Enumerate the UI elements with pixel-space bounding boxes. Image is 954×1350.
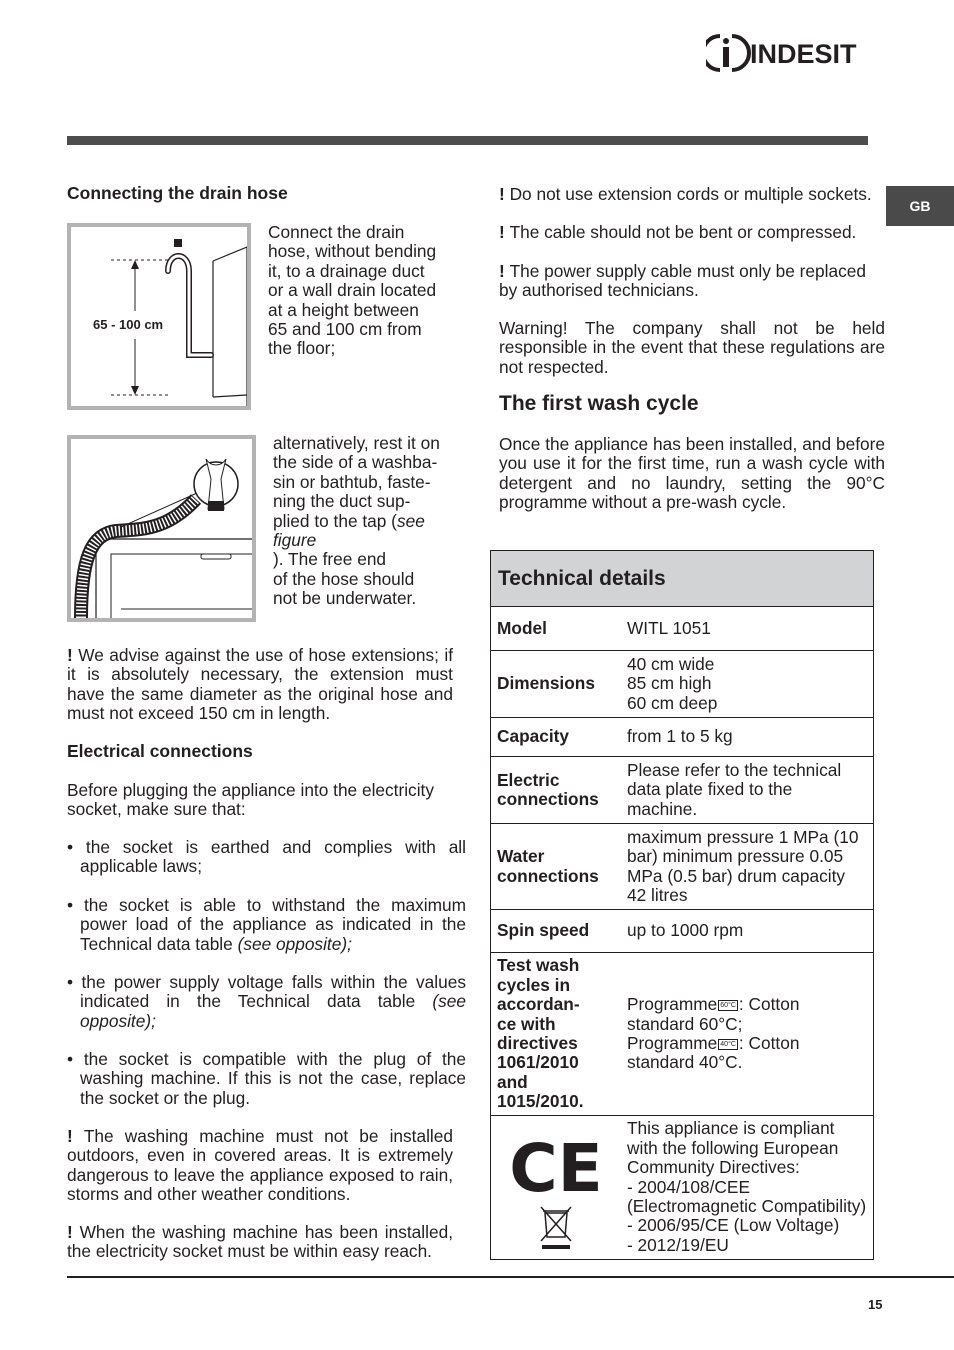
program-60-icon: 60°C xyxy=(720,1002,736,1010)
row-water xyxy=(491,824,873,910)
model-key: Model xyxy=(491,607,621,651)
ce-mark-text: CE xyxy=(509,1130,603,1208)
electric-key: Electric connections xyxy=(491,757,621,824)
electrical-heading: Electrical connections xyxy=(67,741,253,761)
washbasin-figure xyxy=(67,435,256,622)
socket-reach-warning: ! When the washing machine has been installed, the electricity socket must be within easy reach. xyxy=(67,1222,453,1262)
first-wash-text: Once the appliance has been installed, and before you use it for the first time, run a wash cycle with detergent and no laundry, setting the 90°C programme without a pre-wash cycle. xyxy=(499,434,885,513)
outdoor-warning: ! The washing machine must not be installed outdoors, even in covered areas. It is extremely dangerous to leave the appliance exposed to rain, storms and other weather conditions. xyxy=(67,1126,453,1205)
tech-title: Technical details xyxy=(491,550,873,606)
disclaimer: Warning! The company shall not be held responsible in the event that these regulations are not respected. xyxy=(499,318,885,377)
footer-line xyxy=(67,1276,954,1278)
drain-height-figure xyxy=(67,223,251,410)
ce-cell xyxy=(491,1116,621,1259)
drain-text-1: Connect the drain hose, without bending it, to a drainage duct or a wall drain located at a height between 65 and 100 cm from the floor; xyxy=(268,222,437,359)
water-key: Water connections xyxy=(491,824,621,910)
bullet-4: • the socket is compatible with the plug of the washing machine. If this is not the case, replace the socket or the plug. xyxy=(67,1049,466,1108)
test-key: Test wash cycles in accordan- ce with directives 1061/2010 and 1015/2010. xyxy=(491,953,621,1116)
hose-extension-warning: ! We advise against the use of hose extensions; if it is absolutely necessary, the extension must have the same diameter as the original hose and must not exceed 150 cm in length. xyxy=(67,645,453,724)
dimensions-value: 40 cm wide 85 cm high 60 cm deep xyxy=(621,651,873,718)
spin-value: up to 1000 rpm xyxy=(621,910,873,953)
drain-hose-heading: Connecting the drain hose xyxy=(67,183,288,203)
row-model xyxy=(491,607,873,651)
test-value: Programme 60°C : Cotton standard 60°C; Programme 40°C : Cotton standard 40°C. xyxy=(621,953,873,1116)
spin-key: Spin speed xyxy=(491,910,621,953)
technical-details-table xyxy=(490,550,874,1260)
program-40-icon: 40°C xyxy=(720,1040,736,1048)
first-wash-heading: The first wash cycle xyxy=(499,392,699,415)
electrical-intro: Before plugging the appliance into the electricity socket, make sure that: xyxy=(67,780,434,820)
right-warning-1: ! Do not use extension cords or multiple sockets. xyxy=(499,184,872,204)
brand-name: INDESIT xyxy=(750,39,857,69)
drain-text-2: alternatively, rest it on the side of a washba- sin or bathtub, faste- ning the duct sup- plied to the tap (see figure ). The free end of the hose should not be underwater. xyxy=(273,433,440,609)
row-spin xyxy=(491,910,873,953)
ce-value: This appliance is compliant with the following European Community Directives: - 2004/108/CEE (Electromagnetic Compatibility) - 2006/95/CE (Low Voltage) - 2012/19/EU xyxy=(621,1116,873,1259)
bullet-1: • the socket is earthed and complies with all applicable laws; xyxy=(67,837,466,877)
right-warning-3: ! The power supply cable must only be replaced by authorised technicians. xyxy=(499,261,866,301)
row-ce xyxy=(491,1116,873,1259)
height-range-label: 65 - 100 cm xyxy=(93,317,164,332)
electric-value: Please refer to the technical data plate fixed to the machine. xyxy=(621,757,873,824)
water-value: maximum pressure 1 MPa (10 bar) minimum pressure 0.05 MPa (0.5 bar) drum capacity 42 litres xyxy=(621,824,873,910)
ce-weee-icon xyxy=(501,1123,611,1251)
model-value: WITL 1051 xyxy=(621,607,873,651)
capacity-value: from 1 to 5 kg xyxy=(621,718,873,757)
dimensions-key: Dimensions xyxy=(491,651,621,718)
indesit-logo xyxy=(706,30,871,76)
bullet-3: • the power supply voltage falls within the values indicated in the Technical data table (see opposite); xyxy=(67,972,466,1031)
page-number: 15 xyxy=(868,1297,883,1312)
row-test-cycles xyxy=(491,953,873,1116)
row-capacity xyxy=(491,718,873,757)
row-electric xyxy=(491,757,873,824)
language-tab: GB xyxy=(886,186,954,226)
right-warning-2: ! The cable should not be bent or compressed. xyxy=(499,222,857,242)
bullet-2: • the socket is able to withstand the maximum power load of the appliance as indicated in the Technical data table (see opposite); xyxy=(67,895,467,954)
ce-mark xyxy=(497,1123,615,1251)
capacity-key: Capacity xyxy=(491,718,621,757)
row-dimensions xyxy=(491,651,873,718)
header-bar xyxy=(67,136,868,145)
